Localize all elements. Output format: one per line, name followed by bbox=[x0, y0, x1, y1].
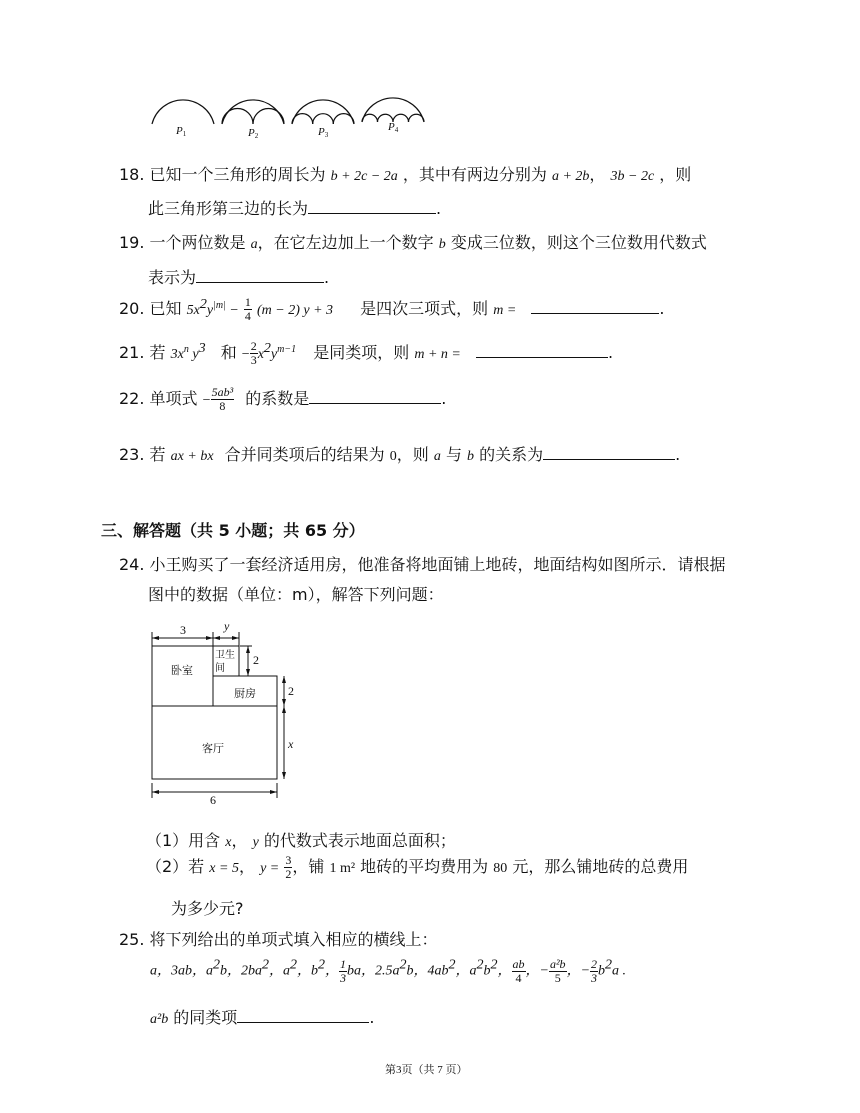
dim-3: 3 bbox=[180, 623, 186, 637]
question-text: 已知一个三角形的周长为 bbox=[149, 165, 326, 184]
floor-plan-diagram bbox=[146, 618, 306, 808]
question-text: 的关系为 bbox=[479, 445, 544, 464]
question-text: 此三角形第三边的长为 bbox=[148, 199, 309, 218]
math-expression: m + n = bbox=[414, 347, 461, 362]
arch-label-4: P4 bbox=[388, 121, 399, 134]
question-text: 是四次三项式，则 bbox=[360, 299, 489, 318]
arch-label-1: P1 bbox=[176, 125, 187, 138]
question-number: 22. bbox=[119, 389, 145, 408]
answer-blank[interactable] bbox=[308, 199, 436, 214]
question-text: ，铺 bbox=[292, 857, 325, 876]
question-text: ，在它左边加上一个数字 bbox=[257, 233, 434, 252]
question-text: 将下列给出的单项式填入相应的横线上： bbox=[149, 930, 438, 949]
math-expression: 1 m² bbox=[329, 861, 356, 876]
question-text: . bbox=[607, 343, 614, 362]
question-19-line2 bbox=[148, 265, 329, 288]
math-expression: m = bbox=[493, 303, 517, 318]
math-expression: $x^2y^{m-1}$ bbox=[257, 341, 297, 362]
question-23 bbox=[119, 442, 680, 465]
question-24-part1 bbox=[146, 828, 456, 851]
question-number: 25. bbox=[119, 930, 145, 949]
question-text: . bbox=[441, 389, 447, 408]
math-expression: 80 bbox=[493, 861, 508, 876]
fraction: $\frac{1}{4}$ bbox=[244, 295, 251, 323]
question-text: ，则 bbox=[659, 165, 692, 184]
question-number: 24. bbox=[119, 555, 145, 574]
question-text: . bbox=[675, 445, 681, 464]
math-expression: 3b − 2c bbox=[610, 169, 655, 184]
question-text: 和 bbox=[220, 343, 237, 362]
math-expression: x = 5 bbox=[209, 861, 239, 876]
math-expression: (m − 2) y + 3 bbox=[256, 303, 334, 318]
dim-6: 6 bbox=[210, 793, 216, 807]
dim-y: y bbox=[224, 619, 230, 633]
fraction: $\frac{3}{2}$ bbox=[285, 853, 292, 881]
question-18-line2 bbox=[148, 196, 441, 219]
minus-sign: − bbox=[202, 393, 211, 408]
question-25 bbox=[119, 927, 438, 950]
question-24-part2-line2: 为多少元? bbox=[171, 899, 244, 918]
question-number: 18. bbox=[119, 165, 145, 184]
room-living: 客厅 bbox=[202, 743, 224, 755]
page-footer: 第3页（共 7 页） bbox=[385, 1064, 468, 1076]
monomial-list: a，3ab，$a^2b$，$2ba^2$，$a^2$，$b^2$， $\frac{1}{3}$ ba，$2.5a^2b$，$4ab^2$，$a^2b^2$， $\frac{ab}{4}$ ，− $\frac{\text{a²b}}{5}$ ，− $\frac{2}{3}$ $b^2a$ . bbox=[150, 957, 627, 985]
question-text: 元，那么铺地砖的总费用 bbox=[512, 857, 689, 876]
question-text: 小王购买了一套经济适用房，他准备将地面铺上地砖，地面结构如图所示．请根据 bbox=[149, 555, 726, 574]
question-text: 的代数式表示地面总面积； bbox=[263, 831, 456, 850]
answer-blank[interactable] bbox=[543, 445, 675, 460]
math-expression: ax + bx bbox=[170, 449, 214, 464]
question-text: （2）若 bbox=[146, 857, 205, 876]
answer-blank[interactable] bbox=[196, 268, 324, 283]
room-bedroom: 卧室 bbox=[171, 665, 193, 677]
question-text: . bbox=[436, 199, 442, 218]
question-22 bbox=[119, 386, 446, 413]
math-expression: a bbox=[250, 237, 258, 252]
question-text: ，则 bbox=[396, 445, 429, 464]
question-number: 19. bbox=[119, 233, 145, 252]
math-expression: b bbox=[467, 449, 475, 464]
math-expression: 0 bbox=[389, 449, 397, 464]
question-text: 表示为 bbox=[148, 268, 197, 287]
question-text: （1）用含 bbox=[146, 831, 221, 850]
answer-blank[interactable] bbox=[476, 343, 608, 358]
arch-label-3: P3 bbox=[318, 126, 329, 139]
fraction: $\frac{2}{3}$ bbox=[250, 339, 257, 367]
question-24-part2 bbox=[146, 854, 688, 881]
room-bath-line2: 间 bbox=[215, 663, 225, 674]
math-expression: x bbox=[225, 835, 232, 850]
minus-sign: − bbox=[241, 347, 250, 362]
room-bath-line1: 卫生 bbox=[215, 650, 235, 661]
math-expression: y bbox=[252, 835, 259, 850]
question-text: 若 bbox=[149, 343, 166, 362]
question-24 bbox=[119, 552, 726, 575]
question-text: 一个两位数是 bbox=[149, 233, 246, 252]
question-21 bbox=[119, 340, 613, 367]
question-text: ， bbox=[589, 165, 606, 184]
question-number: 23. bbox=[119, 445, 145, 464]
dim-2-bath: 2 bbox=[253, 653, 259, 667]
question-25-line3 bbox=[150, 1005, 374, 1028]
question-text: ， bbox=[238, 857, 255, 876]
answer-blank[interactable] bbox=[237, 1008, 369, 1023]
question-text: 的系数是 bbox=[245, 389, 310, 408]
math-expression: a bbox=[433, 449, 441, 464]
question-text: 已知 bbox=[149, 299, 182, 318]
answer-blank[interactable] bbox=[531, 299, 659, 314]
question-text: . bbox=[324, 268, 330, 287]
room-kitchen: 厨房 bbox=[234, 688, 256, 700]
math-expression: a²b bbox=[150, 1012, 169, 1027]
math-expression: a + 2b bbox=[551, 169, 590, 184]
question-20 bbox=[119, 296, 664, 323]
math-expression: $5x^2y^{|m|}$ − bbox=[186, 297, 239, 318]
question-text: 变成三位数，则这个三位数用代数式 bbox=[450, 233, 707, 252]
math-expression: b bbox=[438, 237, 446, 252]
question-number: 21. bbox=[119, 343, 145, 362]
math-expression: b + 2c − 2a bbox=[330, 169, 398, 184]
question-text: 单项式 bbox=[149, 389, 198, 408]
question-text: ，其中有两边分别为 bbox=[402, 165, 547, 184]
answer-blank[interactable] bbox=[309, 389, 441, 404]
arch-figures bbox=[148, 86, 438, 142]
section-heading: 三、解答题（共 5 小题；共 65 分） bbox=[101, 521, 365, 540]
dim-2-kitchen: 2 bbox=[288, 684, 294, 698]
math-expression: $3x^n$ $y^3$ bbox=[170, 341, 206, 362]
question-text: 合并同类项后的结果为 bbox=[224, 445, 385, 464]
arch-label-2: P2 bbox=[248, 127, 259, 140]
question-text: 若 bbox=[149, 445, 166, 464]
question-number: 20. bbox=[119, 299, 145, 318]
math-expression: y = bbox=[260, 861, 280, 876]
question-19 bbox=[119, 230, 707, 253]
question-text: . bbox=[369, 1008, 375, 1027]
fraction: $\frac{\text{5ab³}}{8}$ bbox=[211, 385, 234, 413]
question-text: 的同类项 bbox=[173, 1008, 238, 1027]
question-text: ， bbox=[231, 831, 248, 850]
dim-x: x bbox=[288, 737, 294, 751]
question-text: 与 bbox=[445, 445, 462, 464]
question-18 bbox=[119, 162, 691, 185]
question-text: 地砖的平均费用为 bbox=[360, 857, 489, 876]
question-text: 是同类项，则 bbox=[313, 343, 410, 362]
question-text: . bbox=[659, 299, 665, 318]
question-24-line2: 图中的数据（单位：m），解答下列问题： bbox=[148, 585, 444, 604]
